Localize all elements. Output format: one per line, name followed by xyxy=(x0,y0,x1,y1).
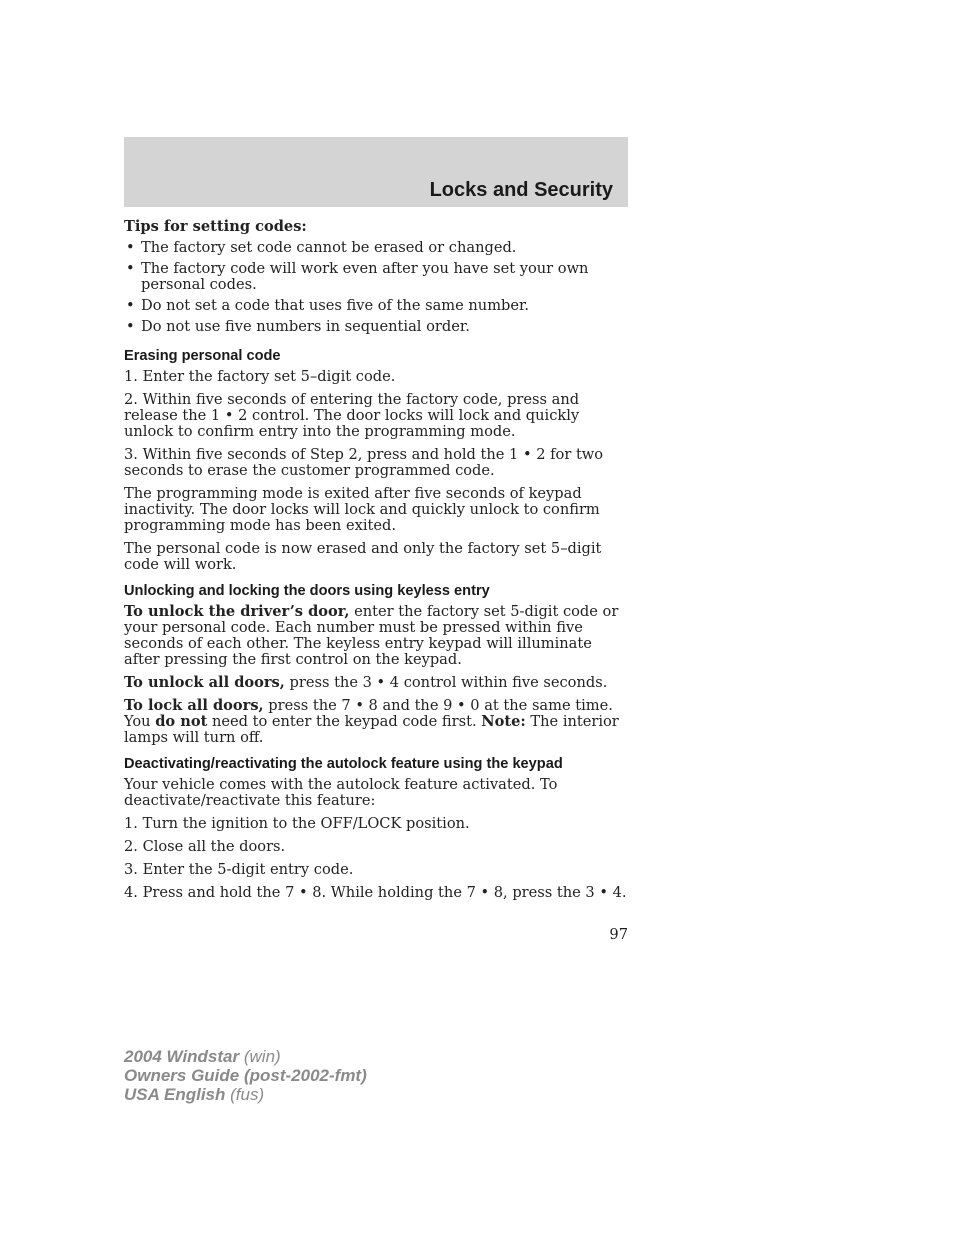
note-text: The interior lamps will turn off. xyxy=(124,713,619,746)
list-item xyxy=(124,240,630,256)
footer-model-code: (win) xyxy=(239,1047,281,1066)
unlock-driver-lead: To unlock the driver’s door, xyxy=(124,603,350,620)
list-item-text: Do not use five numbers in sequential order. xyxy=(141,318,470,335)
bullet-icon: • xyxy=(126,297,135,314)
tips-heading: Tips for setting codes: xyxy=(124,218,307,235)
autolock-step-2: 2. Close all the doors. xyxy=(124,838,286,855)
footer-line-language xyxy=(124,1085,367,1104)
section-title: Locks and Security xyxy=(429,179,613,201)
footer-language: USA English xyxy=(124,1085,226,1104)
footer-line-model xyxy=(124,1047,367,1066)
page-number: 97 xyxy=(609,926,628,943)
list-item-text: Do not set a code that uses five of the same number. xyxy=(141,297,530,314)
list-item-text: The factory code will work even after you have set your own personal codes. xyxy=(141,260,589,293)
footer-model: 2004 Windstar xyxy=(124,1047,240,1066)
autolock-heading: Deactivating/reactivating the autolock feature using the keypad xyxy=(124,756,563,772)
tips-list xyxy=(124,240,630,335)
erasing-step-1: 1. Enter the factory set 5–digit code. xyxy=(124,368,396,385)
unlock-driver-text: enter the factory set 5-digit code or your personal code. Each number must be pressed within five seconds of each other. The keyless entry keypad will illuminate after pressing the first control on the keypad. xyxy=(124,603,619,668)
list-item-text: The factory set code cannot be erased or changed. xyxy=(141,239,517,256)
autolock-step-1: 1. Turn the ignition to the OFF/LOCK position. xyxy=(124,815,470,832)
unlock-all-lead: To unlock all doors, xyxy=(124,674,285,691)
footer-guide: Owners Guide (post-2002-fmt) xyxy=(124,1066,367,1085)
unlock-driver-paragraph xyxy=(124,604,630,668)
list-item xyxy=(124,298,630,314)
bullet-icon: • xyxy=(126,260,135,277)
section-header-bar xyxy=(124,137,628,207)
footer-line-guide xyxy=(124,1066,367,1085)
erasing-heading: Erasing personal code xyxy=(124,348,281,364)
footer-language-code: (fus) xyxy=(225,1085,265,1104)
autolock-step-3: 3. Enter the 5-digit entry code. xyxy=(124,861,354,878)
lock-all-paragraph xyxy=(124,698,630,746)
note-label: Note: xyxy=(481,713,526,730)
erasing-step-2: 2. Within five seconds of entering the factory code, press and release the 1 • 2 control. The door locks will lock and quickly unlock to confirm entry into the programming mode. xyxy=(124,391,580,440)
lock-all-lead: To lock all doors, xyxy=(124,697,264,714)
autolock-step-4: 4. Press and hold the 7 • 8. While holding the 7 • 8, press the 3 • 4. xyxy=(124,884,627,901)
list-item xyxy=(124,319,630,335)
unlock-all-paragraph xyxy=(124,675,630,691)
erasing-paragraph-result: The personal code is now erased and only the factory set 5–digit code will work. xyxy=(124,540,602,573)
document-footer xyxy=(124,1047,367,1104)
unlock-all-text: press the 3 • 4 control within five seconds. xyxy=(284,674,608,691)
keyless-heading: Unlocking and locking the doors using keyless entry xyxy=(124,583,490,599)
erasing-paragraph-exit: The programming mode is exited after five seconds of keypad inactivity. The door locks will lock and quickly unlock to confirm programming mode has been exited. xyxy=(124,485,600,534)
list-item xyxy=(124,261,630,293)
lock-all-text-1: press the 7 • 8 and the 9 • 0 at the same time. You xyxy=(124,697,613,730)
bullet-icon: • xyxy=(126,239,135,256)
lock-all-do-not: do not xyxy=(155,713,208,730)
lock-all-text-2: need to enter the keypad code first. xyxy=(207,713,482,730)
erasing-step-3: 3. Within five seconds of Step 2, press and hold the 1 • 2 for two seconds to erase the customer programmed code. xyxy=(124,446,604,479)
bullet-icon: • xyxy=(126,318,135,335)
page-content xyxy=(124,219,630,908)
autolock-intro: Your vehicle comes with the autolock feature activated. To deactivate/reactivate this feature: xyxy=(124,776,558,809)
